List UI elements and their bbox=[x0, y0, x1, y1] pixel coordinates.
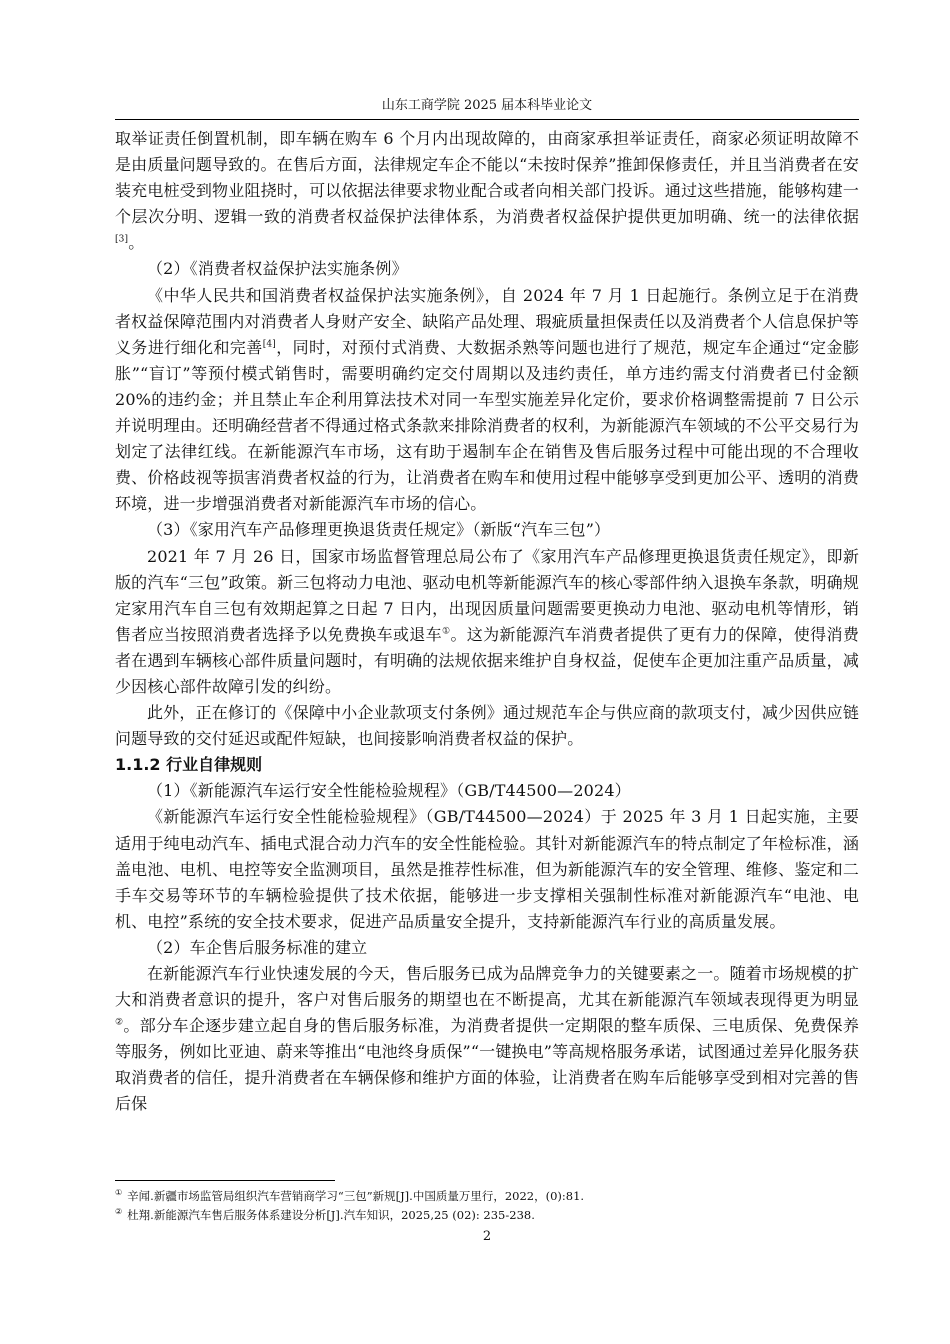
paragraph-4: 此外，正在修订的《保障中小企业款项支付条例》通过规范车企与供应商的款项支付，减少因供应链问题导致的交付延迟或配件短缺，也间接影响消费者权益的保护。 bbox=[115, 703, 859, 749]
running-header: 山东工商学院 2025 届本科毕业论文 bbox=[381, 98, 593, 113]
subheading-inspection-standard: （1）《新能源汽车运行安全性能检验规程》（GB/T44500—2024） bbox=[147, 781, 631, 801]
page-number: 2 bbox=[482, 1229, 492, 1244]
footnotes bbox=[115, 1187, 859, 1225]
paragraph-6: 在新能源汽车行业快速发展的今天，售后服务已成为品牌竞争力的关键要素之一。随着市场规模的扩大和消费者意识的提升，客户对售后服务的期望也在不断提高，尤其在新能源汽车领域表现得更为明显②。部分车企逐步建立起自身的售后服务标准，为消费者提供一定期限的整车质保、三电质保、免费保养等服务，例如比亚迪、蔚来等推出“电池终身质保”“一键换电”等高规格服务承诺，试图通过差异化服务获取消费者的信任，提升消费者在车辆保修和维护方面的体验，让消费者在购车后能够享受到相对完善的售后保 bbox=[115, 964, 859, 1114]
citation-4[interactable]: [4] bbox=[262, 339, 276, 350]
footnote-marker-2[interactable]: ② bbox=[115, 1017, 124, 1028]
paragraph-3: 2021 年 7 月 26 日，国家市场监督管理总局公布了《家用汽车产品修理更换退货责任规定》，即新版的汽车“三包”政策。新三包将动力电池、驱动电机等新能源汽车的核心零部件纳入退换车条款，明确规定家用汽车自三包有效期起算之日起 7 日内，出现因质量问题需要更换动力电池、驱动电机等情形，销售者应当按照消费者选择予以免费换车或退车①。这为新能源汽车消费者提供了更有力的保障，使得消费者在遇到车辆核心部件质量问题时，有明确的法规依据来维护自身权益，促使车企更加注重产品质量，减少因核心部件故障引发的纠纷。 bbox=[115, 546, 859, 696]
subheading-after-sales: （2）车企售后服务标准的建立 bbox=[147, 937, 368, 957]
paragraph-2: 《中华人民共和国消费者权益保护法实施条例》，自 2024 年 7 月 1 日起施行。条例立足于在消费者权益保障范围内对消费者人身财产安全、缺陷产品处理、瑕疵质量担保责任以及消费者个人信息保护等义务进行细化和完善[4]，同时，对预付式消费、大数据杀熟等问题也进行了规范，规定车企通过“定金膨胀”“盲订”等预付模式销售时，需要明确约定交付周期以及违约责任，单方违约需支付消费者已付金额 20%的违约金；并且禁止车企利用算法技术对同一车型实施差异化定价，要求价格调整需提前 7 日公示并说明理由。还明确经营者不得通过格式条款来排除消费者的权利，为新能源汽车领域的不公平交易行为划定了法律红线。在新能源汽车市场，这有助于遏制车企在销售及售后服务过程中可能出现的不合理收费、价格歧视等损害消费者权益的行为，让消费者在购车和使用过程中能够享受到更加公平、透明的消费环境，进一步增强消费者对新能源汽车市场的信心。 bbox=[115, 285, 859, 514]
footnote-rule bbox=[115, 1180, 335, 1181]
subheading-consumer-regulation: （2）《消费者权益保护法实施条例》 bbox=[147, 259, 408, 279]
citation-3[interactable]: [3] bbox=[115, 235, 129, 246]
section-heading-1-1-2: 1.1.2 行业自律规则 bbox=[115, 755, 263, 775]
body-text bbox=[115, 126, 859, 1118]
footnote-2: ② 杜翔.新能源汽车售后服务体系建设分析[J].汽车知识，2025,25 (02): 235-238. bbox=[115, 1207, 535, 1222]
footnote-1: ① 辛闻.新疆市场监管局组织汽车营销商学习“三包”新规[J].中国质量万里行，2022，(0):81. bbox=[115, 1188, 585, 1203]
footnote-marker-1[interactable]: ① bbox=[442, 626, 451, 637]
paragraph-1: 取举证责任倒置机制，即车辆在购车 6 个月内出现故障的，由商家承担举证责任，商家必须证明故障不是由质量问题导致的。在售后方面，法律规定车企不能以“未按时保养”推卸保修责任，并且当消费者在安装充电桩受到物业阻挠时，可以依据法律要求物业配合或者向相关部门投诉。通过这些措施，能够构建一个层次分明、逻辑一致的消费者权益保护法律体系，为消费者权益保护提供更加明确、统一的法律依据[3]。 bbox=[115, 129, 859, 253]
subheading-three-guarantees: （3）《家用汽车产品修理更换退货责任规定》（新版“汽车三包”） bbox=[147, 520, 611, 540]
paragraph-5: 《新能源汽车运行安全性能检验规程》（GB/T44500—2024）于 2025 年 3 月 1 日起实施，主要适用于纯电动汽车、插电式混合动力汽车的安全性能检验。其针对新能源汽车的特点制定了年检标准，涵盖电池、电机、电控等安全监测项目，虽然是推荐性标准，但为新能源汽车的安全管理、维修、鉴定和二手车交易等环节的车辆检验提供了技术依据，能够进一步支撑相关强制性标准对新能源汽车“电池、电机、电控”系统的安全技术要求，促进产品质量安全提升，支持新能源汽车行业的高质量发展。 bbox=[115, 807, 859, 931]
header-rule bbox=[115, 119, 859, 120]
